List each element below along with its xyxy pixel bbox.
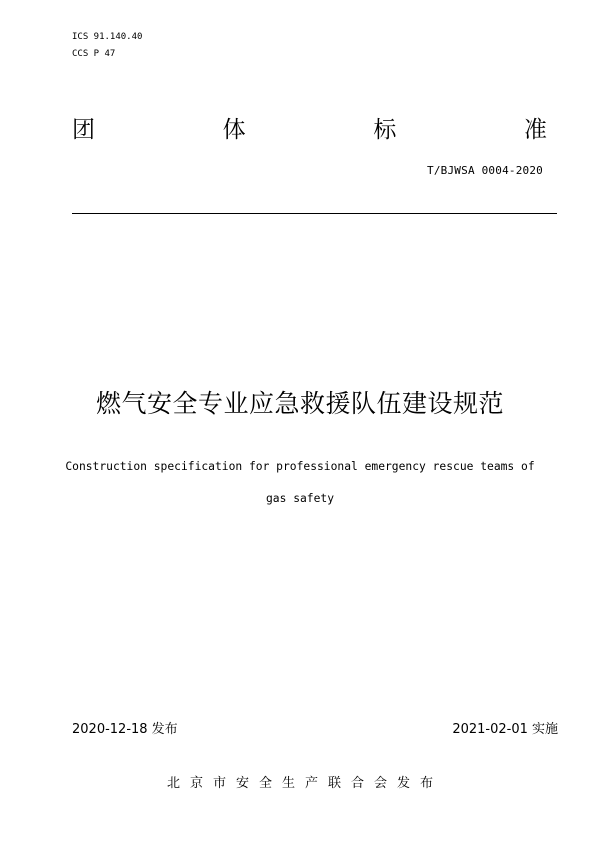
publisher: 北京市安全生产联合会发布 — [166, 776, 443, 791]
ics-code: ICS 91.140.40 — [72, 32, 143, 42]
classification-codes — [72, 29, 142, 63]
standard-type-char: 体 — [222, 117, 246, 143]
chinese-title: 燃气安全专业应急救援队伍建设规范 — [95, 389, 504, 418]
standard-type-char: 准 — [523, 117, 547, 143]
english-title — [0, 451, 600, 515]
implementation-date: 2021-02-01 实施 — [452, 722, 558, 737]
header-divider — [72, 213, 557, 214]
english-title-line-2: gas safety — [265, 492, 334, 505]
english-title-line-1: Construction specification for professional emergency rescue teams of — [65, 460, 535, 473]
ccs-code: CCS P 47 — [72, 49, 116, 59]
standard-type-char: 标 — [373, 117, 397, 143]
standard-number: T/BJWSA 0004-2020 — [427, 164, 543, 177]
standard-type-heading — [72, 116, 547, 144]
standard-type-char: 团 — [72, 117, 95, 143]
release-date: 2020-12-18 发布 — [72, 722, 178, 737]
